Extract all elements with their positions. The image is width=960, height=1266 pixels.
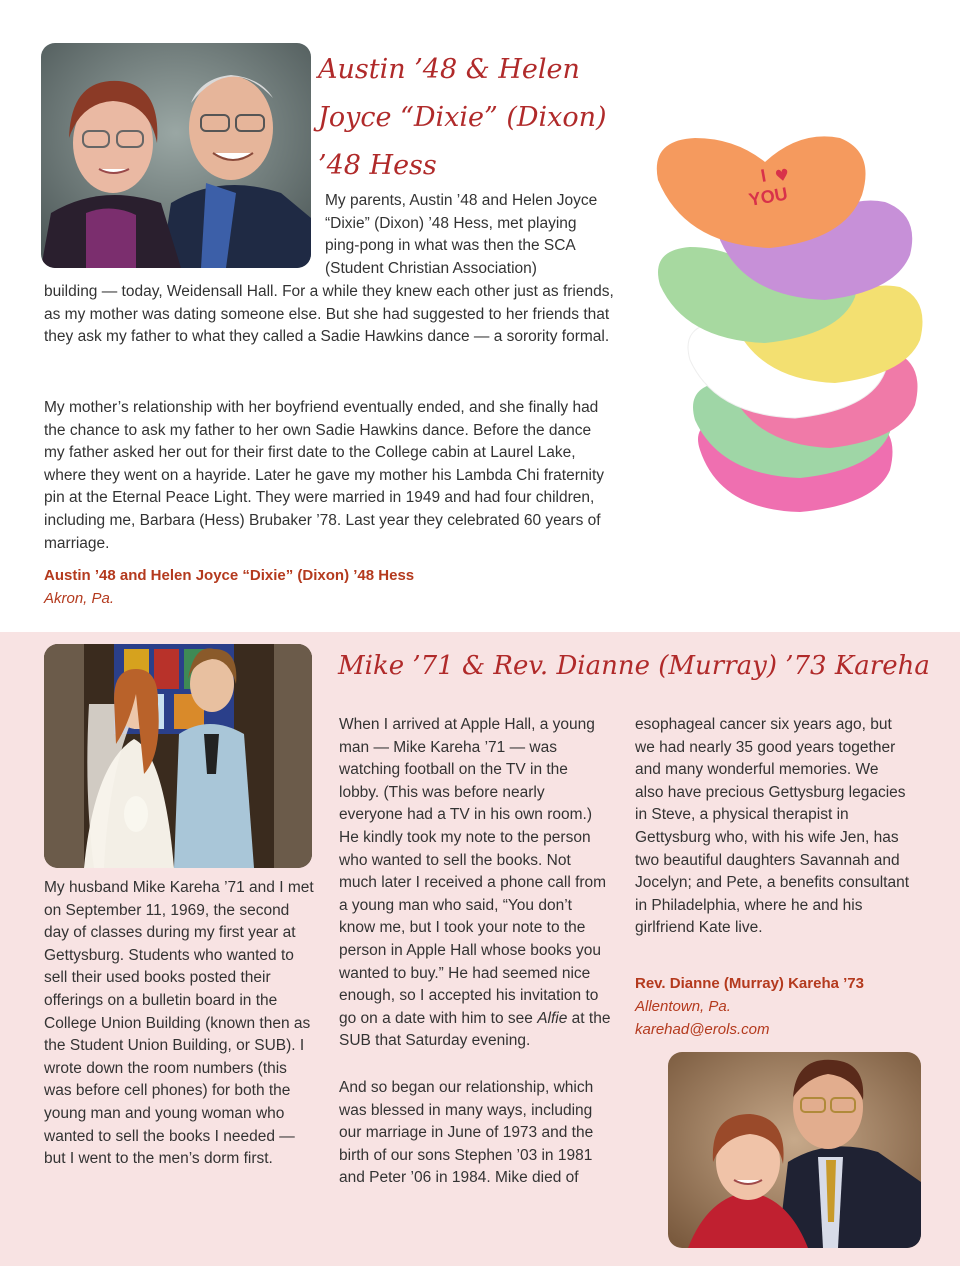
story2-column-1: My husband Mike Kareha ’71 and I met on September 11, 1969, the second day of classes during my first year at Gettysburg. Students who wanted to sell their used books posted their offerings on a bulletin board in the College Union Building (known then as the Student Union Building, or SUB). I wrote down the room numbers (this was before cell phones) for both the young man and young woman who wanted to sell the books I needed — but I went to the men’s dorm first. [44, 879, 314, 1168]
story1-paragraph-1-wrapped: My parents, Austin ’48 and Helen Joyce “Dixie” (Dixon) ’48 Hess, met playing ping-pong in what was then the SCA (Student Christian Association) [325, 192, 598, 277]
story2-signature-location: Allentown, Pa. [635, 998, 731, 1015]
story2-col2-film-title: Alfie [537, 1009, 568, 1027]
story1-title-line-3: ’48 Hess [318, 150, 437, 181]
story2-col2-para1-b: at the SUB that Saturday evening. [339, 1009, 611, 1050]
story1-paragraph-1: building — today, Weidensall Hall. For a while they knew each other just as friends, as my mother was dating someone else. But she had suggested to her friends that they ask my father to what they called a Sadie Hawkins dance — a sorority formal. [44, 283, 614, 346]
candy-hearts-image [640, 120, 940, 520]
story2-column-3: esophageal cancer six years ago, but we had nearly 35 good years together and many wonderful memories. We also have precious Gettysburg legacies in Steve, a physical therapist in Gettysburg who, with his wife Jen, has two beautiful daughters Savannah and Jocelyn; and Pete, a benefits consultant in Philadelphia, where he and his girlfriend Kate live. [635, 716, 910, 937]
story2-col2-para1-a: When I arrived at Apple Hall, a young man — Mike Kareha ’71 — was watching football on the TV in the lobby. (This was before nearly everyone had a TV in his own room.) He kindly took my note to the person who wanted to sell the books. Not much later I received a phone call from a young man who said, “You don’t know me, but I took your note to the person in Apple Hall whose books you wanted to buy.” He had seemed nice enough, so I accepted his invitation to go on a date with him to see [339, 716, 607, 1027]
kareha-couple-photo [668, 1052, 921, 1248]
candy-heart-text-1: I [759, 165, 768, 186]
story2-column-2-paragraph-2: And so began our relationship, which was blessed in many ways, including our marriage in June of 1973 and the birth of our sons Stephen ’03 in 1981 and Peter ’06 in 1984. Mike died of [339, 1078, 594, 1187]
story1-title-line-2: Joyce “Dixie” (Dixon) [318, 102, 607, 133]
hess-couple-photo [41, 43, 311, 268]
candy-heart-text-2: YOU [747, 183, 790, 210]
story1-title-line-1: Austin ’48 & Helen [318, 54, 580, 85]
story1-title [318, 46, 648, 190]
wedding-photo [44, 644, 312, 868]
story1-signature-name: Austin ’48 and Helen Joyce “Dixie” (Dixon) ’48 Hess [44, 567, 415, 584]
story2-column-2 [339, 714, 611, 1190]
story1-paragraph-2: My mother’s relationship with her boyfriend eventually ended, and she finally had the chance to ask my father to her own Sadie Hawkins dance. Before the dance my father asked her out for their first date to the College cabin at Laurel Lake, where they went on a hayride. Later he gave my mother his Lambda Chi fraternity pin at the Eternal Peace Light. They were married in 1949 and had four children, including me, Barbara (Hess) Brubaker ’78. Last year they celebrated 60 years of marriage. [44, 399, 605, 552]
candy-heart-symbol: ♥ [773, 164, 791, 186]
story2-title: Mike ’71 & Rev. Dianne (Murray) ’73 Kareha [338, 651, 930, 681]
story1-signature-location: Akron, Pa. [44, 590, 115, 607]
story2-signature-name: Rev. Dianne (Murray) Kareha ’73 [635, 975, 864, 992]
story2-column-2-paragraph-1 [339, 714, 611, 1053]
story2-signature-email[interactable]: karehad@erols.com [635, 1021, 770, 1038]
